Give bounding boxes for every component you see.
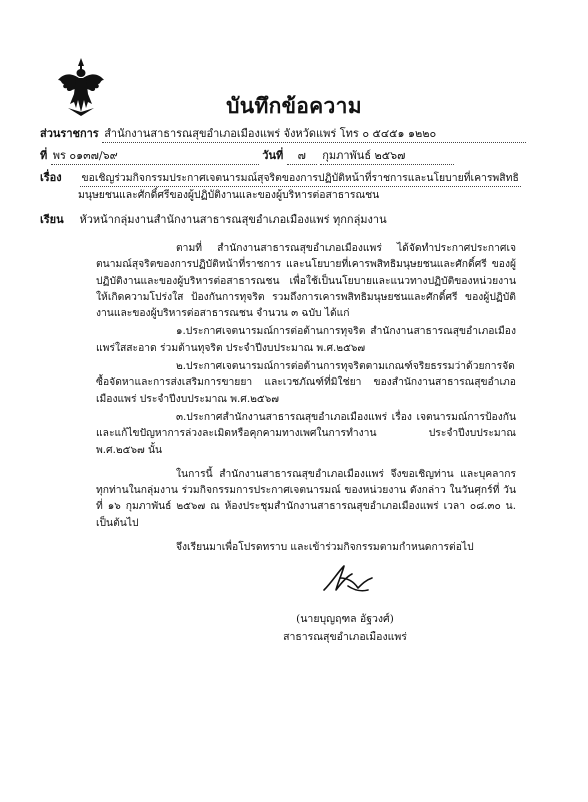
date-day: ๗ xyxy=(287,146,317,165)
signer-name: (นายบุญฤฑล อัฐวงศ์) xyxy=(296,613,394,625)
agency-value: สำนักงานสาธารณสุขอำเภอเมืองแพร่ จังหวัดแพร่ โทร ๐ ๕๔๕๑ ๑๒๒๐ xyxy=(102,124,526,143)
body xyxy=(96,240,516,555)
date-month-year: กุมภาพันธ์ ๒๕๖๗ xyxy=(320,146,454,165)
addressee-line xyxy=(40,210,387,228)
reference-line xyxy=(40,146,454,165)
paragraph-intro: ตามที่ สำนักงานสาธารณสุขอำเภอเมืองแพร่ ได้จัดทำประกาศประกาศเจตนามณ์สุจริตของการปฏิบัติหน้าที่ราชการ และนโยบายที่เคารพสิทธิมนุษยชนและศักดิ์ศรี ของผู้ปฏิบัติงานและของผู้บริหารต่อสาธารณชน เพื่อใช้เป็นนโยบายและแนวทางปฏิบัติของหน่วยงาน ให้เกิดความโปร่งใส ป้องกันการทุจริต รวมถึงการเคารพสิทธิมนุษยชนและศักดิ์ศรี ของผู้ปฏิบัติงานและของผู้บริหารต่อสาธารณชน จำนวน ๓ ฉบับ ได้แก่ xyxy=(96,242,516,320)
page-title: บันทึกข้อความ xyxy=(226,93,362,118)
reference-label: ที่ xyxy=(40,149,48,162)
addressee-label: เรียน xyxy=(40,213,64,226)
agency-line xyxy=(40,124,526,143)
list-item-1: ๑.ประกาศเจตนารมณ์การต่อต้านการทุจริต สำนักงานสาธารณสุขอำเภอเมืองแพร่ใสสะอาด ร่วมต้านทุจริต ประจำปีงบประมาณ พ.ศ.๒๕๖๗ xyxy=(96,325,516,354)
handwritten-signature-icon xyxy=(318,560,378,598)
subject-value-2: มนุษยชนและศักดิ์ศรีของผู้ปฏิบัติงานและของผู้บริหารต่อสาธารณชน xyxy=(78,189,380,201)
agency-label: ส่วนราชการ xyxy=(40,127,99,140)
reference-value: พร ๐๑๓๗/๖๙ xyxy=(51,146,259,165)
paragraph-invitation: ในการนี้ สำนักงานสาธารณสุขอำเภอเมืองแพร่ จึงขอเชิญท่าน และบุคลากรทุกท่านในกลุ่มงาน ร่วมกิจกรรมการประกาศเจตนารมณ์ ของหน่วยงาน ดังกล่าว ในวันศุกร์ที่ วันที่ ๑๖ กุมภาพันธ์ ๒๕๖๗ ณ ห้องประชุมสำนักงานสาธารณสุขอำเภอเมืองแพร่ เวลา ๐๘.๓๐ น. เป็นต้นไป xyxy=(96,467,516,529)
subject-value-1: ขอเชิญร่วมกิจกรรมประกาศเจตนารมณ์สุจริตของการปฏิบัติหน้าที่ราชการและนโยบายที่เคารพสิทธิ xyxy=(80,169,521,187)
paragraph-closing: จึงเรียนมาเพื่อโปรดทราบ และเข้าร่วมกิจกรรมตามกำหนดการต่อไป xyxy=(176,541,474,554)
list-item-2: ๒.ประกาศเจตนารมณ์การต่อต้านการทุจริตตามเกณฑ์จริยธรรมว่าด้วยการจัดซื้อจัดหาและการส่งเสริมการขายยา และเวชภัณฑ์ที่มิใช่ยา ของสำนักงานสาธารณสุขอำเภอเมืองแพร่ ประจำปีงบประมาณ พ.ศ.๒๕๖๗ xyxy=(96,360,516,405)
subject-line xyxy=(40,168,521,187)
signer-position: สาธารณสุขอำเภอเมืองแพร่ xyxy=(283,631,407,643)
addressee-value: หัวหน้ากลุ่มงานสำนักงานสาธารณสุขอำเภอเมืองแพร่ ทุกกลุ่มงาน xyxy=(79,213,387,226)
subject-label: เรื่อง xyxy=(40,171,62,184)
date-label: วันที่ xyxy=(262,149,284,162)
list-item-3: ๓.ประกาศสำนักงานสาธารณสุขอำเภอเมืองแพร่ เรื่อง เจตนารมณ์การป้องกันและแก้ไขปัญหาการล่วงละเมิดหรือคุกคามทางเพศในการทำงาน ประจำปีงบประมาณ พ.ศ.๒๕๖๗ นั้น xyxy=(96,410,516,456)
